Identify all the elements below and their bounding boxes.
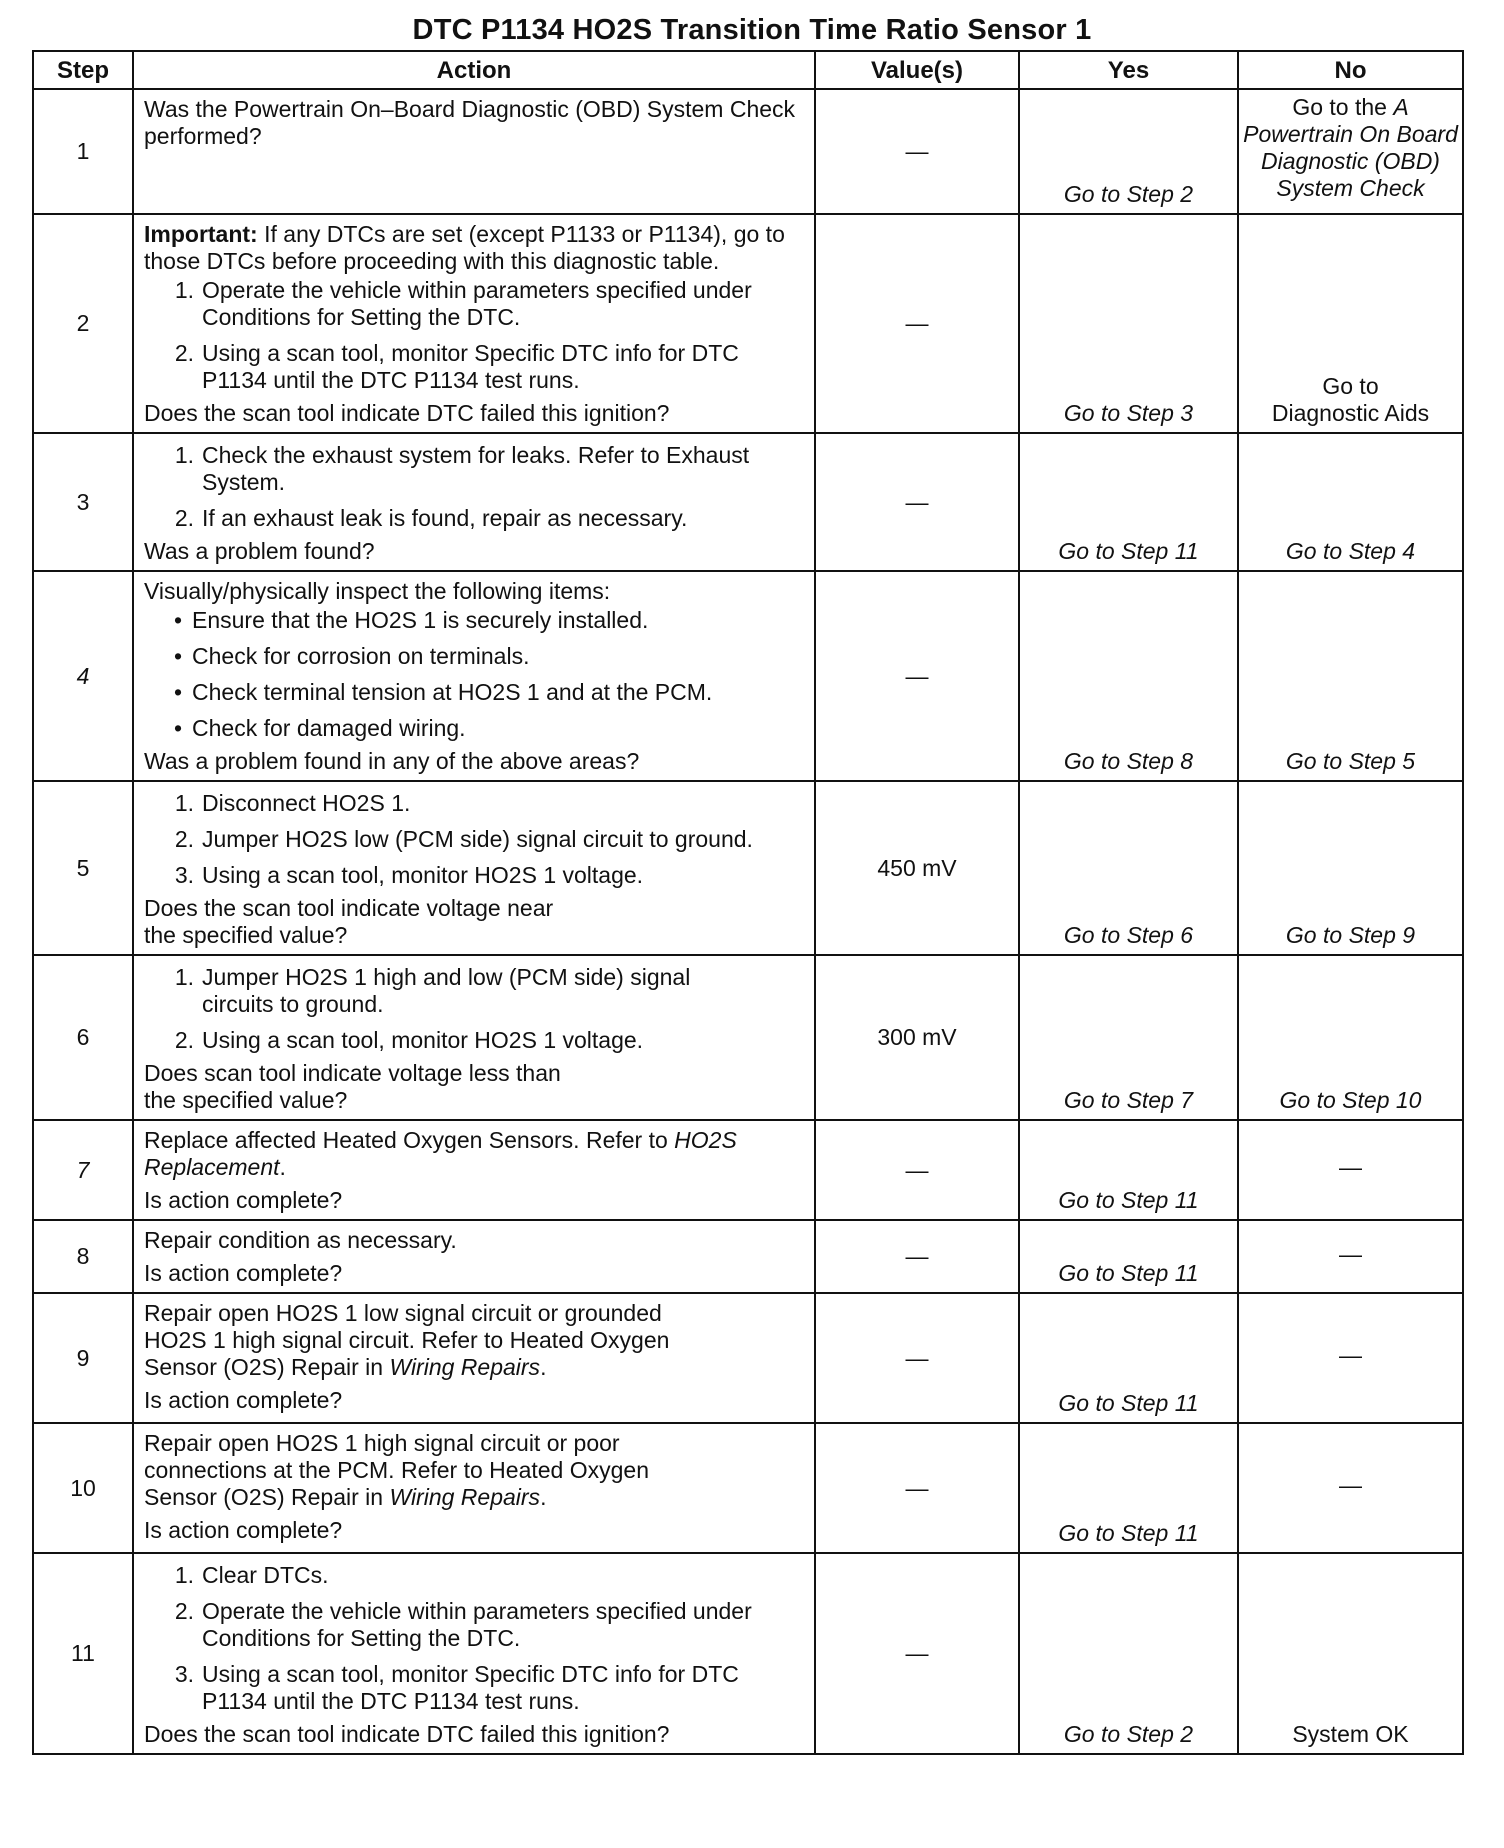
no-cell: [1238, 781, 1463, 955]
substep-list: [144, 790, 806, 889]
yes-link[interactable]: Go to Step 7: [1063, 1087, 1194, 1113]
table-row: [33, 1423, 1463, 1553]
question-text: Does scan tool indicate voltage less than the specified value?: [144, 1060, 561, 1113]
action-text: Was the Powertrain On–Board Diagnostic (OBD) System Check performed?: [144, 96, 796, 149]
value-cell: —: [815, 571, 1019, 781]
table-row: [33, 955, 1463, 1120]
yes-link[interactable]: Go to Step 11: [1058, 1187, 1199, 1213]
substep-text: Check the exhaust system for leaks. Refer to Exhaust System.: [202, 442, 750, 495]
page-title: DTC P1134 HO2S Transition Time Ratio Sensor 1: [412, 14, 1092, 46]
table-row: [33, 1120, 1463, 1220]
substep-text: Operate the vehicle within parameters specified under Conditions for Setting the DTC.: [202, 1598, 752, 1651]
bullet-glyph: •: [173, 679, 182, 705]
substep-text: Using a scan tool, monitor HO2S 1 voltage.: [202, 1027, 644, 1053]
substep: [144, 1598, 806, 1652]
table-row: [33, 89, 1463, 214]
substep: [144, 442, 806, 496]
action-cell: [133, 781, 815, 955]
important-label: Important:: [144, 221, 258, 247]
action-suffix: .: [540, 1484, 547, 1510]
question-text: Is action complete?: [144, 1260, 343, 1286]
step-number: 5: [33, 781, 133, 955]
question-text: Was a problem found?: [144, 538, 375, 564]
substep-number: 2.: [174, 505, 194, 531]
substep-text: Using a scan tool, monitor Specific DTC info for DTC P1134 until the DTC P1134 test runs.: [202, 340, 739, 393]
substep-number: 3.: [174, 1661, 194, 1687]
substep: [144, 1661, 806, 1715]
action-cell: [133, 214, 815, 433]
yes-cell: [1019, 433, 1238, 571]
important-text: If any DTCs are set (except P1133 or P1134), go to those DTCs before proceeding with this diagnostic table.: [144, 221, 785, 274]
bullet-glyph: •: [173, 715, 182, 741]
substep-text: Clear DTCs.: [202, 1562, 329, 1588]
value-cell: —: [815, 1293, 1019, 1423]
substep-number: 3.: [174, 862, 194, 888]
value-cell: —: [815, 1423, 1019, 1553]
action-prefix: Repair open HO2S 1 low signal circuit or grounded HO2S 1 high signal circuit. Refer to Heated Oxygen Sensor (O2S) Repair in: [144, 1300, 670, 1380]
no-cell: [1238, 1553, 1463, 1754]
no-cell: —: [1238, 1220, 1463, 1293]
bullet-text: Check terminal tension at HO2S 1 and at the PCM.: [192, 679, 713, 705]
bullet-text: Check for corrosion on terminals.: [192, 643, 530, 669]
question-text: Does the scan tool indicate DTC failed this ignition?: [144, 1721, 670, 1747]
header-step: Step: [33, 51, 133, 89]
no-link-italic[interactable]: A Powertrain On Board Diagnostic (OBD) System Check: [1243, 94, 1458, 201]
table-row: [33, 433, 1463, 571]
action-text: [144, 1300, 724, 1381]
question-text: Does the scan tool indicate voltage near the specified value?: [144, 895, 554, 948]
action-cell: [133, 433, 815, 571]
action-cell: [133, 1120, 815, 1220]
no-link[interactable]: Go to Step 4: [1285, 538, 1416, 564]
substep: [144, 277, 806, 331]
question-text: Is action complete?: [144, 1517, 343, 1543]
header-values: Value(s): [815, 51, 1019, 89]
table-header-row: [33, 51, 1463, 89]
step-number: 8: [33, 1220, 133, 1293]
table-row: [33, 781, 1463, 955]
yes-cell: [1019, 1423, 1238, 1553]
action-text: [144, 1127, 806, 1181]
step-number: 9: [33, 1293, 133, 1423]
substep: [144, 790, 806, 817]
substep: [144, 964, 806, 1018]
table-row: [33, 1553, 1463, 1754]
yes-cell: [1019, 1293, 1238, 1423]
no-cell: —: [1238, 1293, 1463, 1423]
action-cell: [133, 1293, 815, 1423]
action-cell: [133, 1553, 815, 1754]
table-row: [33, 1220, 1463, 1293]
bullet-text: Check for damaged wiring.: [192, 715, 466, 741]
action-cell: [133, 955, 815, 1120]
substep-number: 1.: [174, 964, 194, 990]
substep-number: 1.: [174, 790, 194, 816]
no-cell: —: [1238, 1423, 1463, 1553]
substep-text: Jumper HO2S low (PCM side) signal circuit to ground.: [202, 826, 753, 852]
substep-number: 1.: [174, 277, 194, 303]
substep-number: 2.: [174, 340, 194, 366]
question-text: Is action complete?: [144, 1187, 343, 1213]
table-row: [33, 571, 1463, 781]
yes-cell: [1019, 1553, 1238, 1754]
action-text: Repair condition as necessary.: [144, 1227, 457, 1253]
substep-list: [144, 1562, 806, 1715]
yes-link[interactable]: Go to Step 11: [1058, 1390, 1199, 1416]
step-number: 3: [33, 433, 133, 571]
no-cell: [1238, 955, 1463, 1120]
action-italic: Wiring Repairs: [389, 1484, 541, 1510]
no-link[interactable]: System OK: [1292, 1721, 1409, 1747]
bullet-item: [144, 715, 806, 742]
bullet-glyph: •: [173, 607, 182, 633]
question-text: Does the scan tool indicate DTC failed this ignition?: [144, 400, 670, 426]
yes-link[interactable]: Go to Step 2: [1063, 181, 1194, 207]
question-text: Is action complete?: [144, 1387, 343, 1413]
value-cell: 300 mV: [815, 955, 1019, 1120]
substep: [144, 826, 806, 853]
value-cell: —: [815, 433, 1019, 571]
intro-text: Visually/physically inspect the following items:: [144, 578, 611, 604]
substep-list: [144, 442, 806, 532]
question-text: Was a problem found in any of the above areas?: [144, 748, 640, 774]
substep-number: 2.: [174, 1027, 194, 1053]
action-suffix: .: [540, 1354, 547, 1380]
yes-link[interactable]: Go to Step 11: [1058, 1260, 1199, 1286]
value-cell: —: [815, 1553, 1019, 1754]
no-cell: —: [1238, 1120, 1463, 1220]
substep-text: Operate the vehicle within parameters specified under Conditions for Setting the DTC.: [202, 277, 752, 330]
substep-text: Jumper HO2S 1 high and low (PCM side) signal circuits to ground.: [202, 964, 691, 1017]
step-number: 11: [33, 1553, 133, 1754]
substep-number: 2.: [174, 826, 194, 852]
step-number: 7: [33, 1120, 133, 1220]
yes-cell: [1019, 571, 1238, 781]
bullet-text: Ensure that the HO2S 1 is securely installed.: [192, 607, 649, 633]
substep-list: [144, 964, 806, 1054]
value-cell: —: [815, 1120, 1019, 1220]
substep-number: 1.: [174, 442, 194, 468]
substep-text: Disconnect HO2S 1.: [202, 790, 411, 816]
no-link-prefix[interactable]: Go to the: [1292, 94, 1387, 120]
yes-cell: [1019, 1120, 1238, 1220]
value-cell: 450 mV: [815, 781, 1019, 955]
step-number: 1: [33, 89, 133, 214]
header-action: Action: [133, 51, 815, 89]
step-number: 2: [33, 214, 133, 433]
action-cell: [133, 571, 815, 781]
yes-cell: [1019, 955, 1238, 1120]
substep-number: 2.: [174, 1598, 194, 1624]
diagnostic-table: [32, 50, 1464, 1755]
no-cell: [1238, 214, 1463, 433]
no-link[interactable]: Go to Step 9: [1285, 922, 1416, 948]
substep: [144, 505, 806, 532]
yes-cell: [1019, 214, 1238, 433]
step-number: 4: [33, 571, 133, 781]
bullet-list: [144, 607, 806, 742]
substep: [144, 862, 806, 889]
substep-text: If an exhaust leak is found, repair as necessary.: [202, 505, 688, 531]
no-cell: [1238, 571, 1463, 781]
substep-text: Using a scan tool, monitor Specific DTC info for DTC P1134 until the DTC P1134 test runs.: [202, 1661, 739, 1714]
bullet-item: [144, 607, 806, 634]
bullet-item: [144, 643, 806, 670]
header-yes: Yes: [1019, 51, 1238, 89]
substep-text: Using a scan tool, monitor HO2S 1 voltage.: [202, 862, 644, 888]
action-cell: [133, 1423, 815, 1553]
table-row: [33, 214, 1463, 433]
substep: [144, 1027, 806, 1054]
action-italic: HO2S Replacement: [144, 1127, 737, 1180]
yes-cell: [1019, 89, 1238, 214]
yes-link[interactable]: Go to Step 6: [1063, 922, 1194, 948]
action-prefix: Replace affected Heated Oxygen Sensors. Refer to: [144, 1127, 668, 1153]
substep-list: [144, 277, 806, 394]
substep-number: 1.: [174, 1562, 194, 1588]
step-number: 6: [33, 955, 133, 1120]
yes-link[interactable]: Go to Step 2: [1063, 1721, 1194, 1747]
no-link[interactable]: Go to Step 5: [1285, 748, 1416, 774]
bullet-item: [144, 679, 806, 706]
yes-link[interactable]: Go to Step 11: [1058, 538, 1199, 564]
yes-link[interactable]: Go to Step 11: [1058, 1520, 1199, 1546]
substep: [144, 340, 806, 394]
no-link[interactable]: Go to Step 10: [1279, 1087, 1422, 1113]
important-note: [144, 221, 806, 275]
header-no: No: [1238, 51, 1463, 89]
substep: [144, 1562, 806, 1589]
no-cell: [1238, 89, 1463, 214]
action-italic: Wiring Repairs: [389, 1354, 541, 1380]
value-cell: —: [815, 1220, 1019, 1293]
yes-cell: [1019, 781, 1238, 955]
action-cell: [133, 89, 815, 214]
yes-link[interactable]: Go to Step 8: [1063, 748, 1194, 774]
yes-link[interactable]: Go to Step 3: [1063, 400, 1194, 426]
action-prefix: Repair open HO2S 1 high signal circuit or poor connections at the PCM. Refer to Heated Oxygen Sensor (O2S) Repair in: [144, 1430, 649, 1510]
no-link[interactable]: Go to Diagnostic Aids: [1271, 373, 1430, 426]
action-cell: [133, 1220, 815, 1293]
action-text: [144, 1430, 724, 1511]
yes-cell: [1019, 1220, 1238, 1293]
action-suffix: .: [279, 1154, 286, 1180]
no-cell: [1238, 433, 1463, 571]
bullet-glyph: •: [173, 643, 182, 669]
table-row: [33, 1293, 1463, 1423]
step-number: 10: [33, 1423, 133, 1553]
value-cell: —: [815, 214, 1019, 433]
value-cell: —: [815, 89, 1019, 214]
